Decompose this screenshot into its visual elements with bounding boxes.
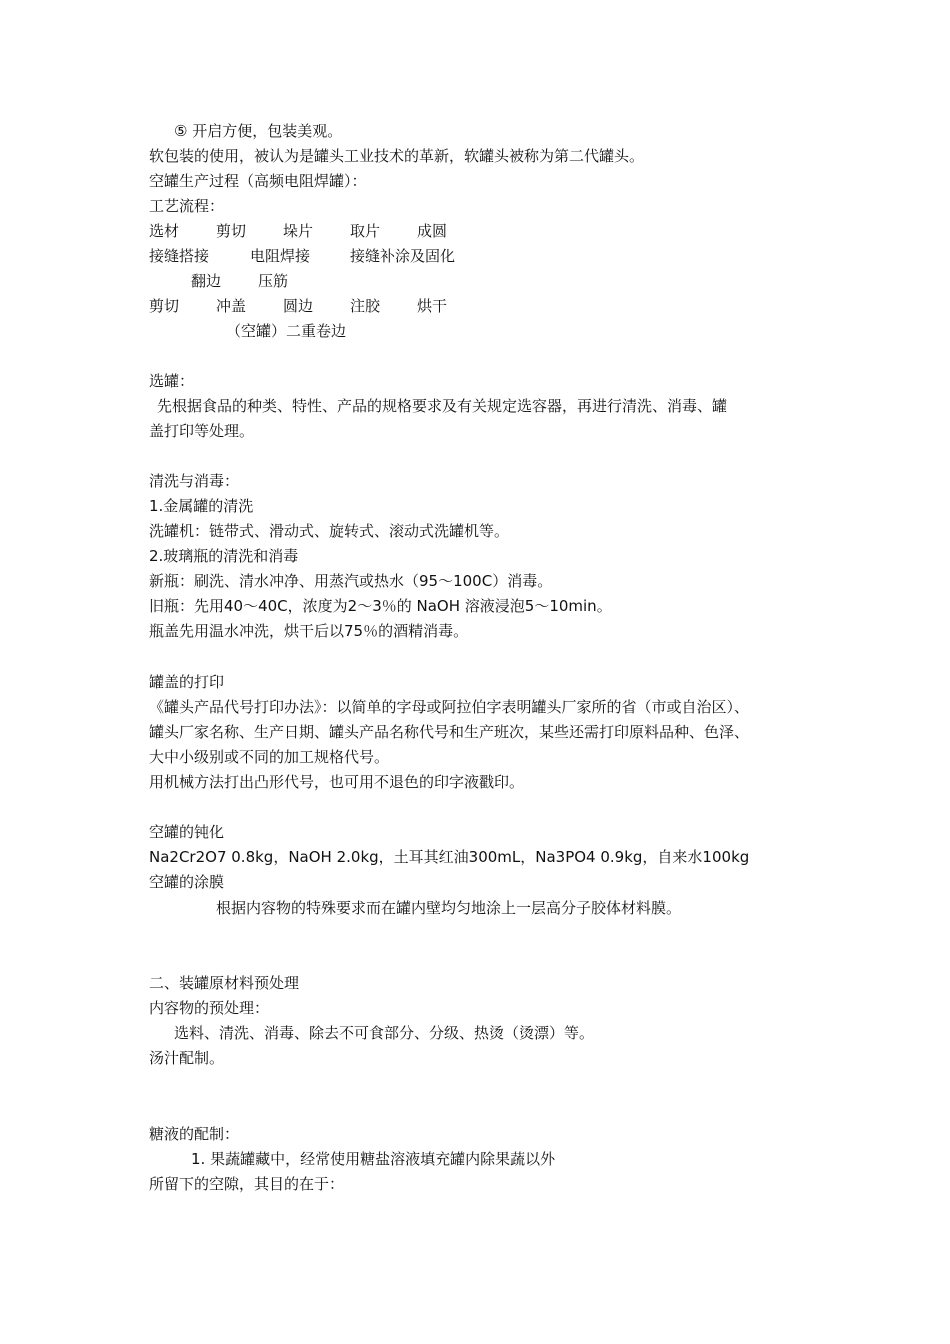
text-line: 工艺流程： [149, 197, 225, 215]
flow-step: 剪切 [149, 297, 180, 315]
flow-step: （空罐）二重卷边 [226, 322, 347, 340]
section-heading: 二、装罐原材料预处理 [149, 974, 300, 992]
text-line: 1. 果蔬罐藏中，经常使用糖盐溶液填充罐内除果蔬以外 [191, 1150, 556, 1168]
text-line: 2.玻璃瓶的清洗和消毒 [149, 547, 299, 565]
flow-step: 圆边 [283, 297, 314, 315]
flow-step: 接缝补涂及固化 [350, 247, 456, 265]
flow-step: 注胶 [350, 297, 381, 315]
flow-step: 压筋 [258, 272, 289, 290]
text-line: 根据内容物的特殊要求而在罐内壁均匀地涂上一层高分子胶体材料膜。 [216, 899, 682, 917]
section-heading: 选罐： [149, 372, 195, 390]
text-line: 先根据食品的种类、特性、产品的规格要求及有关规定选容器，再进行清洗、消毒、罐 [157, 397, 728, 415]
text-line: 选料、清洗、消毒、除去不可食部分、分级、热烫（烫漂）等。 [174, 1024, 595, 1042]
text-line: Na2Cr2O7 0.8kg，NaOH 2.0kg，土耳其红油300mL，Na3PO4 0.9kg，自来水100kg [149, 848, 750, 866]
text-line: 所留下的空隙，其目的在于： [149, 1175, 345, 1193]
text-line: 罐头厂家名称、生产日期、罐头产品名称代号和生产班次，某些还需打印原料品种、色泽、 [149, 723, 750, 741]
section-heading: 清洗与消毒： [149, 472, 240, 490]
section-heading: 糖液的配制： [149, 1125, 240, 1143]
section-heading: 罐盖的打印 [149, 673, 225, 691]
text-line: 洗罐机：链带式、滑动式、旋转式、滚动式洗罐机等。 [149, 522, 510, 540]
text-line: 用机械方法打出凸形代号，也可用不退色的印字液戳印。 [149, 773, 525, 791]
text-line: 盖打印等处理。 [149, 422, 255, 440]
text-line: 软包装的使用，被认为是罐头工业技术的革新，软罐头被称为第二代罐头。 [149, 147, 645, 165]
text-line: ⑤ 开启方便，包装美观。 [174, 122, 343, 140]
flow-step: 成圆 [417, 222, 448, 240]
flow-step: 垛片 [283, 222, 314, 240]
text-line: 旧瓶：先用40～40C，浓度为2～3％的 NaOH 溶液浸泡5～10min。 [149, 597, 612, 615]
text-line: 空罐生产过程（高频电阻焊罐）： [149, 172, 367, 190]
flow-step: 翻边 [191, 272, 222, 290]
text-line: 1.金属罐的清洗 [149, 497, 254, 515]
text-line: 瓶盖先用温水冲洗，烘干后以75％的酒精消毒。 [149, 622, 469, 640]
text-line: 大中小级别或不同的加工规格代号。 [149, 748, 390, 766]
flow-step: 电阻焊接 [250, 247, 311, 265]
process-flow-row [149, 246, 455, 266]
flow-step: 选材 [149, 222, 180, 240]
process-flow-row [149, 296, 447, 316]
section-heading: 空罐的钝化 [149, 823, 225, 841]
text-line: 新瓶：刷洗、清水冲净、用蒸汽或热水（95～100C）消毒。 [149, 572, 553, 590]
flow-step: 烘干 [417, 297, 448, 315]
text-line: 内容物的预处理： [149, 999, 270, 1017]
process-flow-row [149, 221, 447, 241]
section-heading: 空罐的涂膜 [149, 873, 225, 891]
flow-step: 冲盖 [216, 297, 247, 315]
flow-step: 剪切 [216, 222, 247, 240]
flow-step: 接缝搭接 [149, 247, 210, 265]
flow-step: 取片 [350, 222, 381, 240]
text-line: 汤汁配制。 [149, 1049, 225, 1067]
text-line: 《罐头产品代号打印办法》：以简单的字母或阿拉伯字表明罐头厂家所的省（市或自治区）、 [149, 698, 750, 716]
